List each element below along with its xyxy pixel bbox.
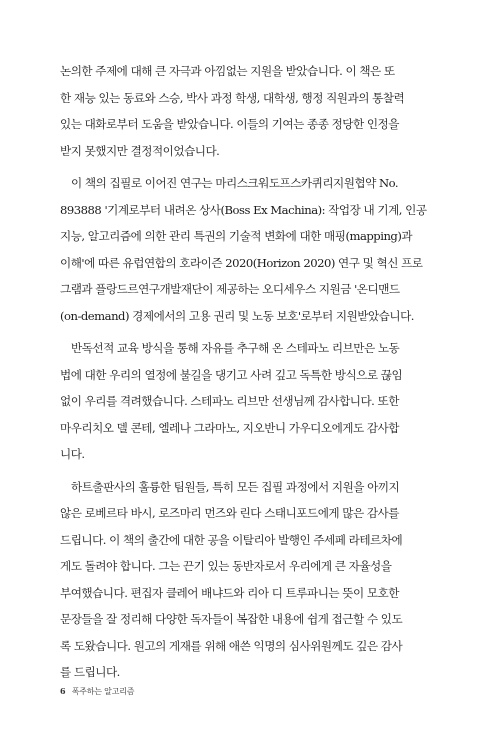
text-line: 논의한 주제에 대해 큰 자극과 아낌없는 지원을 받았습니다. 이 책은 또 <box>60 64 395 78</box>
text-line: 지능, 알고리즘에 의한 관리 특권의 기술적 변화에 대한 매핑(mapping)과 <box>60 229 413 243</box>
text-line-content: 하트출판사의 훌륭한 팀원들, 특히 모든 집필 과정에서 지원을 아끼지 <box>71 479 400 494</box>
text-line: 마우리치오 델 콘테, 엘레나 그라마노, 지오반니 가우디오에게도 감사합 <box>60 420 399 435</box>
text-line: 893888 '기계로부터 내려온 상사(Boss Ex Machina): 작업장 내 기계, 인공 <box>60 202 427 217</box>
text-line: 법에 대한 우리의 열정에 불길을 댕기고 사려 깊고 독특한 방식으로 끊임 <box>60 367 403 382</box>
text-line: (on-demand) 경제에서의 고용 권리 및 노동 보호'로부터 지원받았습니다. <box>60 308 414 323</box>
paragraph-1 <box>60 58 438 164</box>
page-footer <box>60 686 134 697</box>
text-line: 받지 못했지만 결정적이었습니다. <box>60 143 220 158</box>
book-title: 폭주하는 알고리즘 <box>71 687 135 696</box>
text-line: 않은 로베르타 바시, 로즈마리 먼즈와 린다 스태니포드에게 많은 감사를 <box>60 506 399 520</box>
text-line: 드립니다. 이 책의 출간에 대한 공을 이탈리아 발행인 주세페 라테르차에 <box>60 532 403 547</box>
text-line-indented <box>60 474 438 501</box>
text-line: 그램과 플랑드르연구개발재단이 제공하는 오디세우스 지원금 '온디맨드 <box>60 282 400 296</box>
text-line: 록 도왔습니다. 원고의 게재를 위해 애쓴 익명의 심사위원께도 깊은 감사 <box>60 638 403 653</box>
text-line: 부여했습니다. 편집자 클레어 배냐드와 리아 디 트루파니는 뜻이 모호한 <box>60 585 399 600</box>
text-line-indented <box>60 335 438 362</box>
page-body <box>60 58 438 692</box>
text-line-content: 반독선적 교육 방식을 통해 자유를 추구해 온 스테파노 리브만은 노동 <box>71 341 400 355</box>
text-line: 문장들을 잘 정리해 다양한 독자들이 복잡한 내용에 쉽게 접근할 수 있도 <box>60 612 403 626</box>
text-line: 한 재능 있는 동료와 스승, 박사 과정 학생, 대학생, 행정 직원과의 통찰력 <box>60 90 405 105</box>
page-number: 6 <box>60 686 66 696</box>
text-line: 없이 우리를 격려했습니다. 스테파노 리브만 선생님께 감사합니다. 또한 <box>60 394 399 408</box>
paragraph-3 <box>60 335 438 468</box>
text-line-indented <box>60 170 438 197</box>
text-line: 를 드립니다. <box>60 665 120 679</box>
paragraph-4 <box>60 474 438 686</box>
text-line: 있는 대화로부터 도움을 받았습니다. 이들의 기여는 종종 정당한 인정을 <box>60 117 399 131</box>
text-line: 이해'에 따른 유럽연합의 호라이즌 2020(Horizon 2020) 연구 및 혁신 프로 <box>60 255 423 270</box>
text-line: 게도 돌려야 합니다. 그는 끈기 있는 동반자로서 우리에게 큰 자율성을 <box>60 559 392 573</box>
text-line: 니다. <box>60 447 85 461</box>
text-line-content: 이 책의 집필로 이어진 연구는 마리스크워도프스카퀴리지원협약 No. <box>71 176 399 190</box>
paragraph-2 <box>60 170 438 329</box>
